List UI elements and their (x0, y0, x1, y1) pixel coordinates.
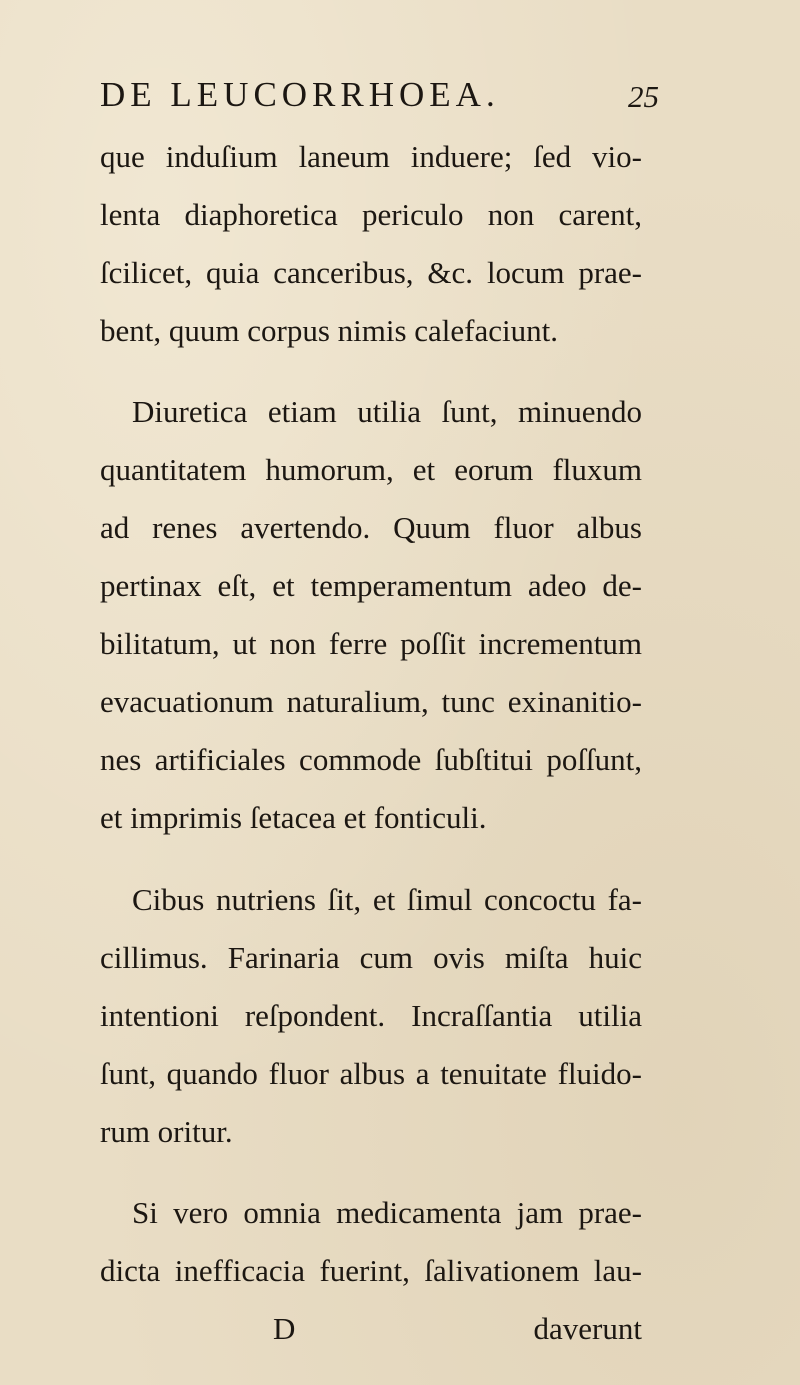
text-line: dicta inefficacia fuerint, ſalivationem lau- (100, 1253, 642, 1288)
text-line: que induſium laneum induere; ſed vio- (100, 139, 642, 174)
text-line: ſunt, quando fluor albus a tenuitate fluido- (100, 1056, 642, 1091)
text-line: bilitatum, ut non ferre poſſit incrementum (100, 626, 642, 661)
text-line: rum oritur. (100, 1114, 233, 1149)
text-line: Cibus nutriens ſit, et ſimul concoctu fa- (132, 882, 642, 917)
text-line: quantitatem humorum, et eorum fluxum (100, 452, 642, 487)
text-line: Si vero omnia medicamenta jam prae- (132, 1195, 642, 1230)
text-line: pertinax eſt, et temperamentum adeo de- (100, 568, 642, 603)
running-title: DE LEUCORRHOEA. (100, 75, 500, 114)
text-line: nes artificiales commode ſubſtitui poſſunt, (100, 742, 642, 777)
text-line: cillimus. Farinaria cum ovis miſta huic (100, 940, 642, 975)
catchword: daverunt (533, 1311, 642, 1346)
text-line: Diuretica etiam utilia ſunt, minuendo (132, 394, 642, 429)
text-line: bent, quum corpus nimis calefaciunt. (100, 313, 558, 348)
running-head (0, 70, 800, 120)
text-line: evacuationum naturalium, tunc exinanitio- (100, 684, 642, 719)
text-line: intentioni reſpondent. Incraſſantia utilia (100, 998, 642, 1033)
text-line: ad renes avertendo. Quum fluor albus (100, 510, 642, 545)
text-line: et imprimis ſetacea et fonticuli. (100, 800, 487, 835)
signature-mark: D (273, 1311, 296, 1346)
text-line: ſcilicet, quia canceribus, &c. locum prae- (100, 255, 642, 290)
page-number: 25 (628, 79, 659, 114)
text-line: lenta diaphoretica periculo non carent, (100, 197, 642, 232)
